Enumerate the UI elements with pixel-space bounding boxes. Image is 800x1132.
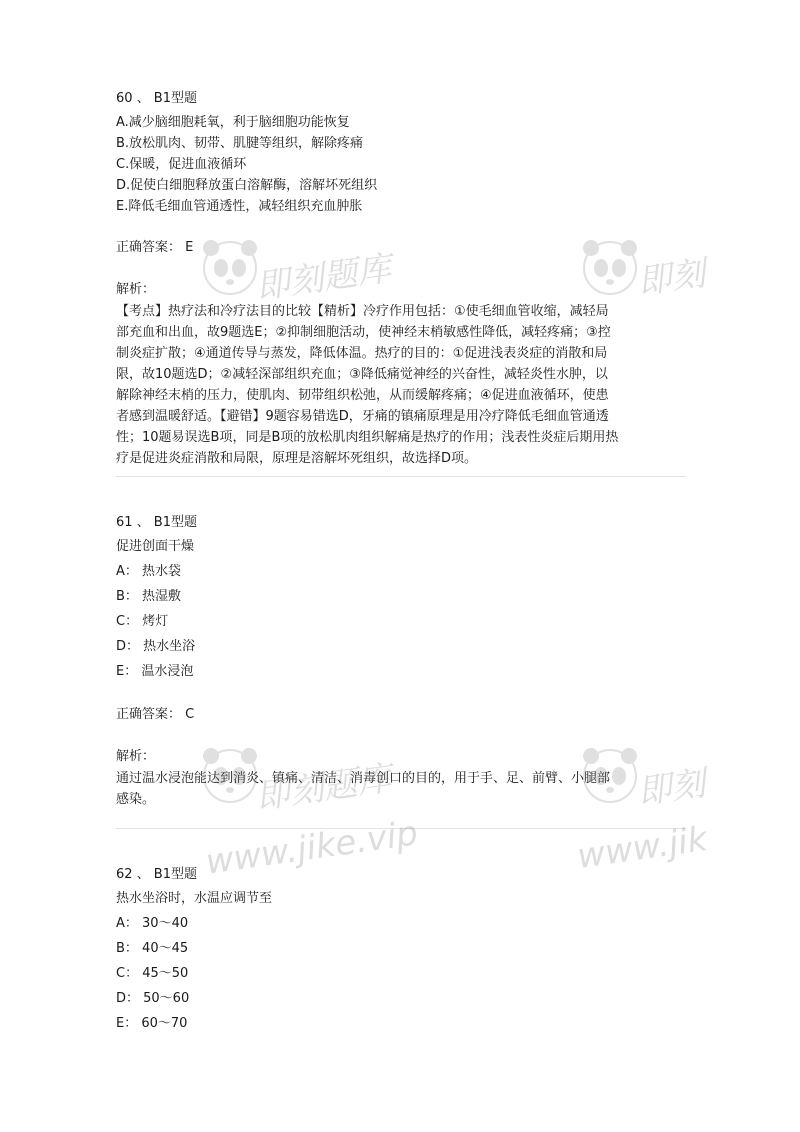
option-d: D： 热水坐浴 — [116, 639, 196, 654]
watermark-brand: 即刻题库 — [253, 248, 394, 308]
option-d: D.促使白细胞释放蛋白溶解酶，溶解坏死组织 — [116, 178, 378, 193]
analysis-label: 解析： — [116, 749, 156, 764]
watermark-brand: 即刻 — [635, 253, 708, 303]
analysis-line: 【考点】热疗法和冷疗法目的比较【精析】冷疗作用包括：①使毛细血管收缩，减轻局 — [116, 304, 609, 319]
question-62 — [116, 864, 686, 1036]
question-61 — [116, 512, 686, 810]
analysis-line: 感染。 — [116, 792, 156, 807]
options-list — [116, 559, 686, 684]
divider — [116, 476, 686, 477]
option-e: E： 温水浸泡 — [116, 664, 194, 679]
option-e: E.降低毛细血管通透性，减轻组织充血肿胀 — [116, 199, 363, 214]
analysis-line: 部充血和出血，故9题选E；②抑制细胞活动，使神经末梢敏感性降低，减轻疼痛；③控 — [116, 325, 611, 340]
analysis-line: 限，故10题选D；②减轻深部组织充血；③降低痛觉神经的兴奋性，减轻炎性水肿，以 — [116, 367, 608, 382]
option-b: B： 40～45 — [116, 941, 189, 956]
watermark-url: www.jike.vip — [203, 813, 421, 883]
correct-answer: 正确答案： E — [116, 240, 194, 255]
analysis-line: 制炎症扩散；④通道传导与蒸发，降低体温。热疗的目的：①促进浅表炎症的消散和局 — [116, 346, 608, 361]
option-b: B.放松肌肉、韧带、肌腱等组织，解除疼痛 — [116, 136, 364, 151]
option-a: A： 热水袋 — [116, 564, 182, 579]
analysis-text — [116, 301, 686, 469]
analysis-label: 解析： — [116, 282, 156, 297]
options-list — [116, 911, 686, 1036]
divider — [116, 828, 686, 829]
watermark-url: www.jik — [574, 819, 710, 877]
option-c: C： 烤灯 — [116, 614, 169, 629]
question-title: 61 、 B1型题 — [116, 515, 197, 530]
analysis-line: 者感到温暖舒适。【避错】9题容易错选D，牙痛的镇痛原理是用冷疗降低毛细血管通透 — [116, 409, 609, 424]
question-60 — [116, 88, 686, 469]
question-title: 60 、 B1型题 — [116, 91, 197, 106]
options-list — [116, 112, 686, 217]
option-c: C： 45～50 — [116, 966, 189, 981]
analysis-text — [116, 768, 686, 810]
option-e: E： 60～70 — [116, 1016, 188, 1031]
analysis-line: 通过温水浸泡能达到消炎、镇痛、清洁、消毒创口的目的，用于手、足、前臂、小腿部 — [116, 771, 611, 786]
question-title: 62 、 B1型题 — [116, 867, 197, 882]
option-c: C.保暖，促进血液循环 — [116, 157, 247, 172]
option-b: B： 热湿敷 — [116, 589, 182, 604]
correct-answer: 正确答案： C — [116, 707, 195, 722]
watermark-brand: 即刻 — [635, 763, 708, 813]
question-stem: 促进创面干燥 — [116, 539, 195, 554]
analysis-line: 疗是促进炎症消散和局限，原理是溶解坏死组织，故选择D项。 — [116, 451, 478, 466]
question-stem: 热水坐浴时，水温应调节至 — [116, 891, 273, 906]
option-a: A： 30～40 — [116, 916, 189, 931]
option-a: A.减少脑细胞耗氧，利于脑细胞功能恢复 — [116, 115, 350, 130]
watermark-brand: 即刻题库 — [253, 758, 394, 818]
analysis-line: 性；10题易误选B项，同是B项的放松肌肉组织解痛是热疗的作用；浅表性炎症后期用热 — [116, 430, 619, 445]
analysis-line: 解除神经末梢的压力，使肌肉、韧带组织松弛，从而缓解疼痛；④促进血液循环，使患 — [116, 388, 609, 403]
option-d: D： 50～60 — [116, 991, 190, 1006]
